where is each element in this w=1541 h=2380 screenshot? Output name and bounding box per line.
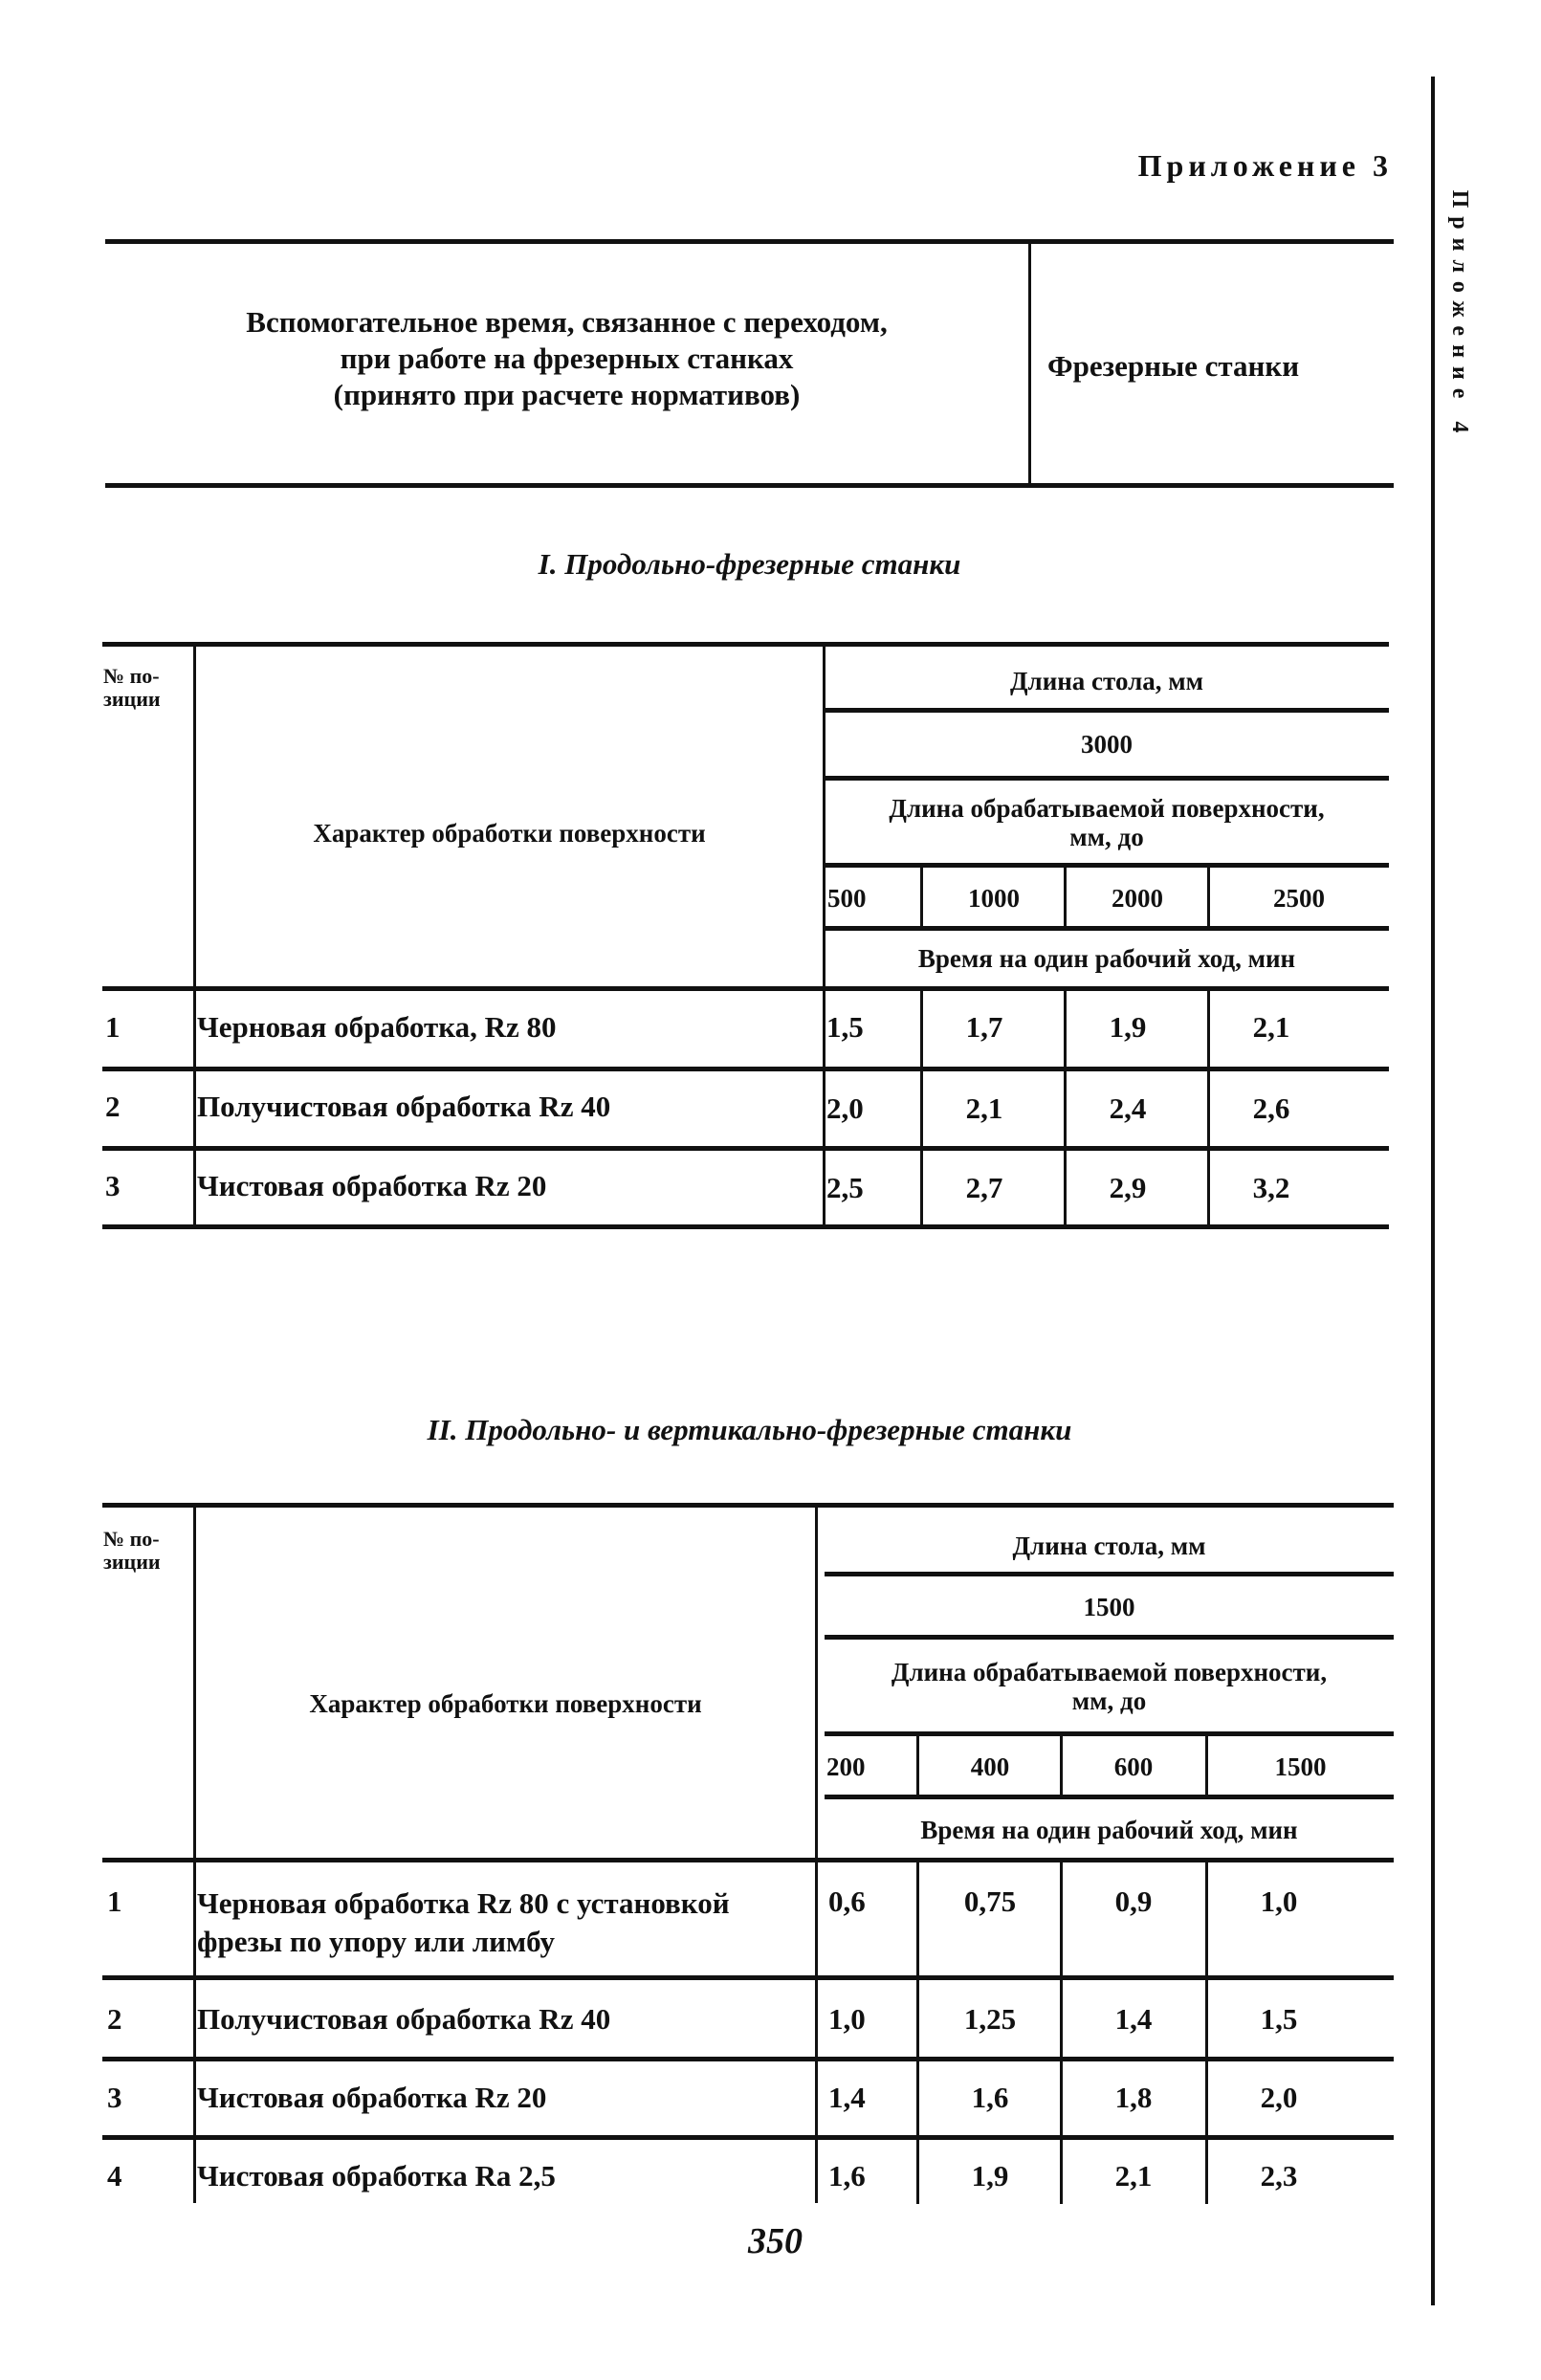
header-title [105,304,1028,413]
surface-length-value: 200 [826,1752,866,1781]
row-pos: 1 [107,1884,122,1918]
row-value: 1,5 [826,1010,864,1044]
row-value: 2,9 [1109,1171,1147,1204]
col-pos-line: № по- [103,1527,160,1551]
row-value: 1,7 [965,1010,1003,1044]
surface-length-value: 600 [1113,1752,1154,1781]
rule [1028,241,1031,485]
row-value: 2,1 [965,1091,1003,1125]
table-length-label: Длина стола, мм [1009,667,1204,695]
row-value: 1,6 [828,2159,866,2193]
header-title-line: при работе на фрезерных станках [340,342,794,375]
row-value: 1,5 [1260,2002,1298,2036]
surface-length-label [825,794,1389,851]
row-pos: 2 [105,1090,121,1123]
row-pos: 4 [107,2159,122,2193]
row-desc: Получистовая обработка Rz 40 [197,2002,611,2036]
surface-length-line: мм, до [1071,1686,1147,1715]
col-char-header: Характер обработки поверхности [313,819,706,848]
row-value: 0,6 [828,1884,866,1918]
surface-length-value: 2500 [1273,884,1325,913]
header-title-line: Вспомогательное время, связанное с переходом, [246,305,888,339]
rule [105,239,1394,244]
row-value: 2,3 [1260,2159,1298,2193]
row-pos: 3 [105,1169,121,1202]
row-value: 1,0 [1260,1884,1298,1918]
surface-length-value: 1500 [1274,1752,1327,1781]
row-desc: Чистовая обработка Ra 2,5 [197,2159,556,2193]
col-pos-line: зиции [103,687,161,711]
margin-rule [1431,77,1435,2305]
col-pos-header [103,1528,161,1574]
row-desc-line: Черновая обработка Rz 80 с установкой [197,1886,730,1920]
row-value: 1,9 [971,2159,1009,2193]
row-value: 2,7 [965,1171,1003,1204]
surface-length-value: 1000 [968,884,1020,913]
section2-title: II. Продольно- и вертикально-фрезерные станки [427,1413,1072,1446]
side-label: Приложение 4 [1446,189,1472,442]
surface-length-line: Длина обрабатываемой поверхности, [889,794,1325,823]
row-value: 1,4 [828,2081,866,2114]
row-value: 2,5 [826,1171,864,1204]
col-pos-line: зиции [103,1550,161,1574]
col-pos-line: № по- [103,664,160,688]
row-desc: Чистовая обработка Rz 20 [197,1169,547,1202]
col-char-header: Характер обработки поверхности [309,1689,702,1718]
row-value: 0,9 [1114,1884,1153,1918]
table-length: 3000 [1081,730,1133,759]
row-value: 0,75 [963,1884,1017,1918]
row-value: 1,6 [971,2081,1009,2114]
row-desc: Получистовая обработка Rz 40 [197,1090,611,1123]
row-value: 1,0 [828,2002,866,2036]
row-value: 2,0 [1260,2081,1298,2114]
row-pos: 2 [107,2002,122,2036]
row-value: 1,25 [963,2002,1017,2036]
rule [105,483,1394,488]
row-desc: Чистовая обработка Rz 20 [197,2081,547,2114]
surface-length-line: Длина обрабатываемой поверхности, [891,1658,1328,1686]
header-title-line: (принято при расчете нормативов) [333,378,801,411]
col-pos-header [103,665,161,711]
appendix-label: Приложение 3 [1137,148,1393,183]
row-value: 2,1 [1114,2159,1153,2193]
page-number: 350 [748,2221,803,2261]
table-length: 1500 [1083,1593,1135,1621]
row-value: 1,4 [1114,2002,1153,2036]
section1-title: I. Продольно-фрезерные станки [538,547,961,581]
surface-length-line: мм, до [1069,823,1144,851]
row-value: 2,4 [1109,1091,1147,1125]
header-category: Фрезерные станки [1047,349,1300,383]
time-label: Время на один рабочий ход, мин [920,1816,1298,1844]
row-value: 1,8 [1114,2081,1153,2114]
row-value: 2,6 [1252,1091,1290,1125]
time-label: Время на один рабочий ход, мин [917,944,1296,973]
row-desc-line: фрезы по упору или лимбу [197,1925,555,1958]
surface-length-value: 500 [827,884,867,913]
row-value: 2,0 [826,1091,864,1125]
row-value: 1,9 [1109,1010,1147,1044]
row-pos: 3 [107,2081,122,2114]
table-length-label: Длина стола, мм [1012,1532,1206,1560]
row-desc [197,1884,730,1961]
surface-length-label [825,1658,1394,1715]
surface-length-value: 400 [970,1752,1010,1781]
row-desc: Черновая обработка, Rz 80 [197,1010,557,1044]
surface-length-value: 2000 [1112,884,1163,913]
row-value: 2,1 [1252,1010,1290,1044]
row-pos: 1 [105,1010,121,1044]
row-value: 3,2 [1252,1171,1290,1204]
